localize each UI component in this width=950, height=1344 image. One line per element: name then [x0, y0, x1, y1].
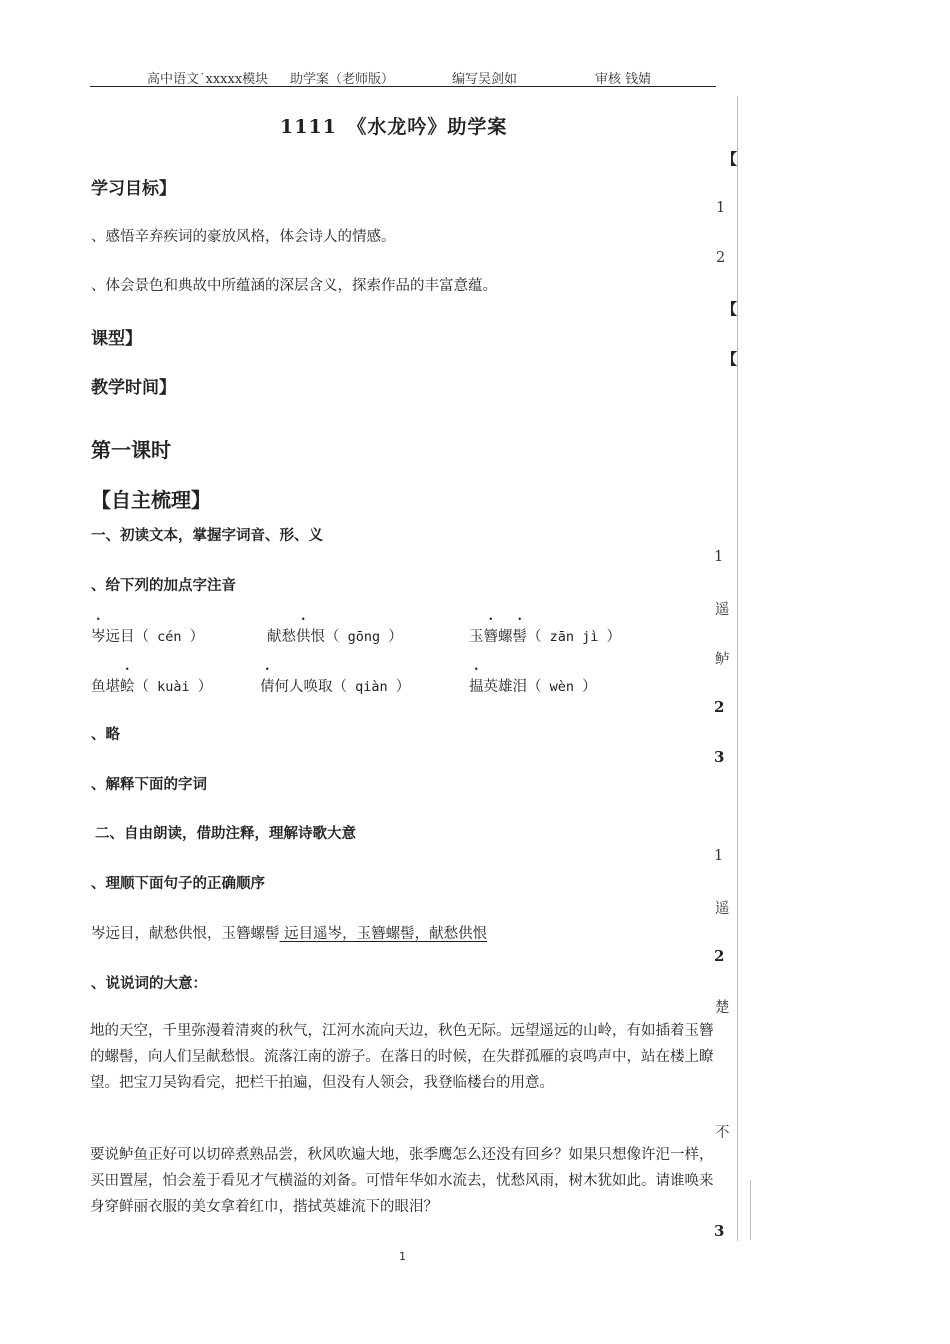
header-reviewer: 审核 钱婧 [595, 72, 652, 87]
margin-char: 楚 [715, 1000, 730, 1016]
pinyin-answer: cén [149, 629, 190, 645]
header-doc-type: 助学案（老师版） [290, 72, 395, 87]
pinyin-answer: zān jì [541, 629, 607, 645]
margin-number: 2 [714, 947, 725, 965]
header-course: 高中语文˙xxxxx模块 [147, 72, 269, 87]
dotted-char: 倩 [260, 679, 275, 695]
type-heading: 课型】 [91, 329, 142, 349]
margin-char: 遥 [715, 901, 730, 917]
pinyin-item: 岑远目（ cén ） [91, 629, 205, 645]
pinyin-answer: qiàn [347, 679, 396, 695]
margin-char: 遥 [715, 602, 730, 618]
lesson-heading: 第一课时 [91, 438, 171, 462]
dotted-char: 岑 [91, 629, 106, 645]
order-sentence [91, 922, 487, 943]
pinyin-item: 倩何人唤取（ qiàn ） [260, 679, 411, 695]
margin-char: 鲈 [715, 652, 730, 668]
time-heading: 教学时间】 [91, 378, 176, 398]
margin-number: 2 [716, 250, 726, 266]
pinyin-item: 玉簪螺髻（ zān jì ） [469, 629, 622, 645]
header-rule [90, 86, 716, 87]
dotted-char: 揾 [469, 679, 484, 695]
margin-char: 不 [715, 1125, 730, 1141]
self-study-heading: 【自主梳理】 [91, 488, 211, 512]
margin-bracket: 【 [722, 350, 738, 368]
goal-2: 、体会景色和典故中所蕴涵的深层含义，探索作品的丰富意蕴。 [91, 278, 497, 294]
skip-item: 、略 [91, 727, 120, 743]
dotted-char: 簪 [483, 629, 498, 645]
order-original: 岑远目，献愁供恨，玉簪螺髻 [91, 926, 280, 942]
margin-bracket: 【 [722, 300, 738, 318]
goal-1: 、感悟辛弃疾词的豪放风格，体会诗人的情感。 [91, 229, 396, 245]
margin-number: 1 [714, 549, 724, 565]
header-author: 编写吴剑如 [452, 72, 518, 87]
pinyin-answer: gōng [339, 629, 389, 645]
order-heading: 、理顺下面句子的正确顺序 [91, 876, 265, 892]
pinyin-heading: 、给下列的加点字注音 [91, 578, 236, 594]
margin-divider [737, 96, 738, 1241]
part1-heading: 一、初读文本，掌握字词音、形、义 [91, 528, 323, 544]
dotted-char: 供 [296, 629, 311, 645]
explain-heading: 、解释下面的字词 [91, 777, 207, 793]
margin-bracket: 【 [722, 150, 738, 168]
margin-number: 1 [714, 848, 724, 864]
pinyin-answer: wèn [541, 679, 583, 695]
meaning-heading: 、说说词的大意： [91, 976, 207, 992]
meaning-paragraph-1: 地的天空，千里弥漫着清爽的秋气，江河水流向天边，秋色无际。远望遥远的山岭，有如插着玉簪的螺髻，向人们呈献愁恨。流落江南的游子。在落日的时候，在失群孤雁的哀鸣声中，站在楼上瞭望。把宝刀吴钩看完，把栏干拍遍，但没有人领会，我登临楼台的用意。 [90, 1023, 714, 1091]
order-answer: 远目遥岑，玉簪螺髻，献愁供恨 [279, 926, 488, 942]
margin-number: 2 [714, 698, 725, 716]
pinyin-item: 鱼堪鲙（ kuài ） [91, 679, 213, 695]
meaning-paragraph-2: 要说鲈鱼正好可以切碎煮熟品尝，秋风吹遍大地，张季鹰怎么还没有回乡？如果只想像许汜一样，买田置屋，怕会羞于看见才气横溢的刘备。可惜年华如水流去，忧愁风雨，树木犹如此。请谁唤来身穿鲜丽衣服的美女拿着红巾，揩拭英雄流下的眼泪？ [90, 1147, 714, 1215]
page-number: 1 [399, 1250, 406, 1263]
dotted-char: 髻 [512, 629, 527, 645]
pinyin-item: 献愁供恨（ gōng ） [267, 629, 403, 645]
part2-heading: 二、自由朗读，借助注释，理解诗歌大意 [95, 826, 356, 842]
goals-heading: 学习目标】 [91, 179, 176, 199]
margin-divider-lower [750, 1180, 751, 1240]
margin-number: 3 [714, 1222, 725, 1240]
dotted-char: 鲙 [120, 679, 135, 695]
margin-number: 1 [716, 200, 726, 216]
pinyin-answer: kuài [149, 679, 198, 695]
pinyin-item: 揾英雄泪（ wèn ） [469, 679, 597, 695]
page-title: 1111 《水龙吟》助学案 [280, 116, 508, 138]
margin-number: 3 [714, 748, 725, 766]
